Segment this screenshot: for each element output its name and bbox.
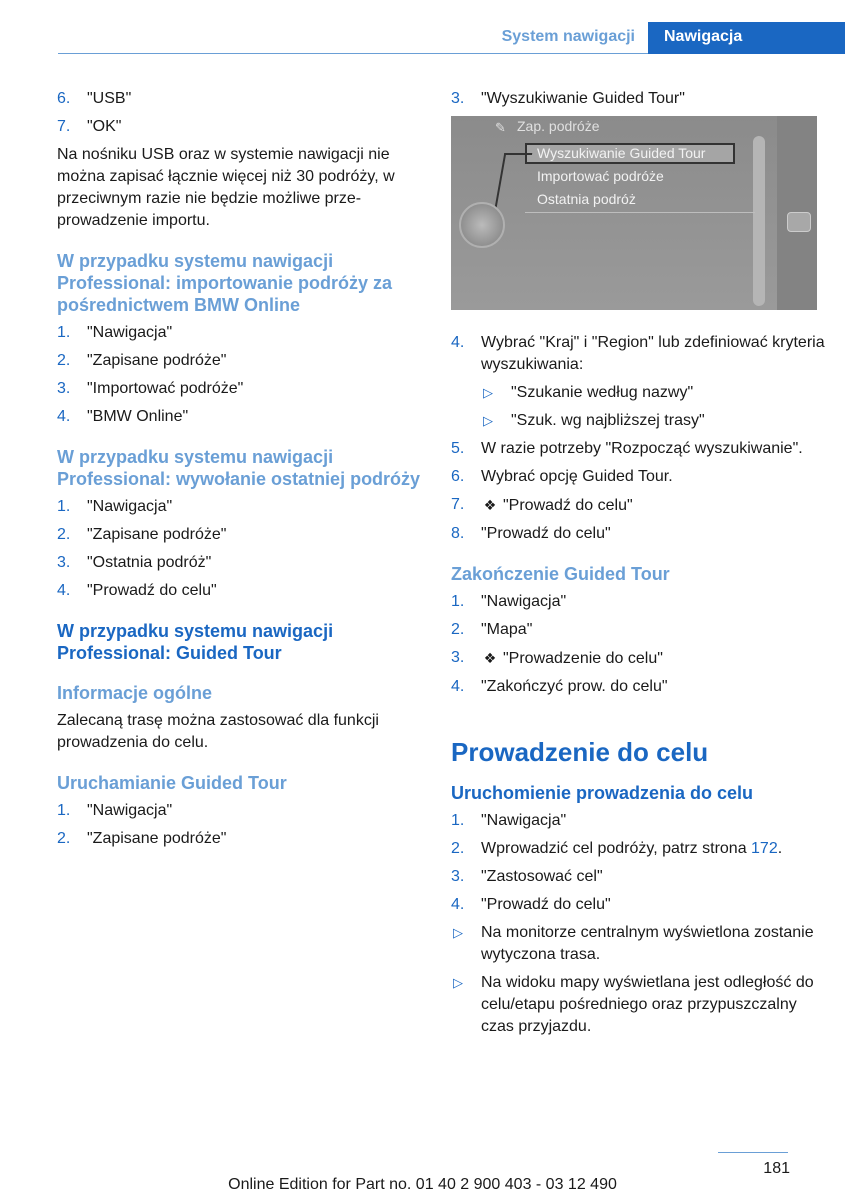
guidance-flag-icon: ❖ xyxy=(483,650,497,666)
screen-divider xyxy=(525,212,755,213)
list-item: 3. "Importować podróże" xyxy=(57,380,244,397)
list-item: 4. "Zakończyć prow. do celu" xyxy=(451,678,668,695)
list-item: 1. "Nawigacja" xyxy=(451,593,567,610)
page-number: 181 xyxy=(763,1160,790,1177)
list-item: 4. "BMW Online" xyxy=(57,408,189,425)
start-guided-steps xyxy=(57,800,429,850)
list-item: 2. Wprowadzić cel podróży, patrz strona 172. xyxy=(451,840,783,857)
list-item: ▷ Na monitorze centralnym wyświetlona zostanie wytyczona trasa. xyxy=(453,924,814,963)
list-item: 3. "Zastosować cel" xyxy=(451,868,603,885)
footer-text: Online Edition for Part no. 01 40 2 900 403 - 03 12 490 xyxy=(228,1176,617,1193)
heading-general-info: Informacje ogólne xyxy=(57,683,213,703)
section-title: System nawigacji xyxy=(501,28,635,45)
list-item: 2. "Zapisane podróże" xyxy=(57,352,227,369)
screen-side-icon xyxy=(787,212,811,232)
import-steps xyxy=(57,322,429,428)
screen-title: Zap. podróże xyxy=(517,118,600,134)
usb-note: Na nośniku USB oraz w systemie nawigacji nie można zapisać łącznie więcej niż 30 podróży, w przeciwnym razie nie będzie możliwe przeprowadzenie importu. xyxy=(57,146,395,229)
usb-steps xyxy=(57,88,429,138)
heading-start-nav: Uruchomienie prowadzenia do celu xyxy=(451,783,754,803)
list-item: 6. Wybrać opcję Guided Tour. xyxy=(451,468,673,485)
right-column xyxy=(451,88,831,1044)
list-item: 1. "Nawigacja" xyxy=(57,324,173,341)
heading-import: W przypadku systemu nawigacji Professional: importowanie podróży za pośrednictwem BMW Online xyxy=(57,251,393,315)
list-item: 4. Wybrać "Kraj" i "Region" lub zdefiniować kryteria wyszukiwania: xyxy=(451,334,825,373)
triangle-bullet-icon: ▷ xyxy=(483,413,493,428)
page-number-rule xyxy=(718,1152,788,1153)
list-item: 5. W razie potrzeby "Rozpocząć wyszukiwanie". xyxy=(451,440,803,457)
page-link[interactable]: 172 xyxy=(751,840,778,857)
heading-guided-tour: W przypadku systemu nawigacji Professional: Guided Tour xyxy=(57,621,334,663)
screen-menu-item: Ostatnia podróż xyxy=(537,191,636,207)
triangle-bullet-icon: ▷ xyxy=(483,385,493,400)
saved-trips-icon: ✎ xyxy=(495,120,506,135)
chapter-tab: Nawigacja xyxy=(648,22,845,54)
idrive-screenshot xyxy=(451,116,817,310)
list-item: 1. "Nawigacja" xyxy=(57,498,173,515)
screen-menu-item: Wyszukiwanie Guided Tour xyxy=(537,145,706,161)
heading-start-guided: Uruchamianie Guided Tour xyxy=(57,773,287,793)
list-item: 3. "Wyszukiwanie Guided Tour" xyxy=(451,90,685,107)
list-item: 4. "Prowadź do celu" xyxy=(451,896,611,913)
page-header xyxy=(58,22,845,54)
left-column xyxy=(57,88,429,856)
triangle-bullet-icon: ▷ xyxy=(453,975,463,990)
list-item: ▷ "Szuk. wg najbliższej trasy" xyxy=(481,410,831,432)
list-item: 2. "Mapa" xyxy=(451,621,533,638)
screen-menu-item: Importować podróże xyxy=(537,168,664,184)
list-item: 1. "Nawigacja" xyxy=(451,812,567,829)
list-item: 3. "Ostatnia podróż" xyxy=(57,554,212,571)
list-item: 2. "Zapisane podróże" xyxy=(57,526,227,543)
list-item: ▷ "Szukanie według nazwy" xyxy=(481,382,831,404)
heading-last-trip: W przypadku systemu nawigacji Professional: wywołanie ostatniej podróży xyxy=(57,447,421,489)
list-item: 1. "Nawigacja" xyxy=(57,802,173,819)
list-item: ▷ Na widoku mapy wyświetlana jest odległość do celu/etapu pośredniego oraz przypuszczalny czas przyjazdu. xyxy=(453,974,814,1035)
screen-frame xyxy=(753,136,765,306)
pointer-line xyxy=(494,153,533,213)
list-item: 2. "Zapisane podróże" xyxy=(57,830,227,847)
list-item: 6. "USB" xyxy=(57,90,132,107)
list-item: 4. "Prowadź do celu" xyxy=(57,582,217,599)
list-item: 7. ❖ "Prowadź do celu" xyxy=(451,496,633,514)
list-item: 3. ❖ "Prowadzenie do celu" xyxy=(451,649,663,667)
list-item: 8. "Prowadź do celu" xyxy=(451,525,611,542)
triangle-bullet-icon: ▷ xyxy=(453,925,463,940)
list-item: 7. "OK" xyxy=(57,118,122,135)
controller-knob-icon xyxy=(459,202,505,248)
guidance-flag-icon: ❖ xyxy=(483,497,497,513)
general-info-text: Zalecaną trasę można zastosować dla funkcji prowadzenia do celu. xyxy=(57,712,379,751)
heading-end-guided: Zakończenie Guided Tour xyxy=(451,564,670,584)
last-trip-steps xyxy=(57,496,429,602)
section-heading: Prowadzenie do celu xyxy=(451,737,709,767)
